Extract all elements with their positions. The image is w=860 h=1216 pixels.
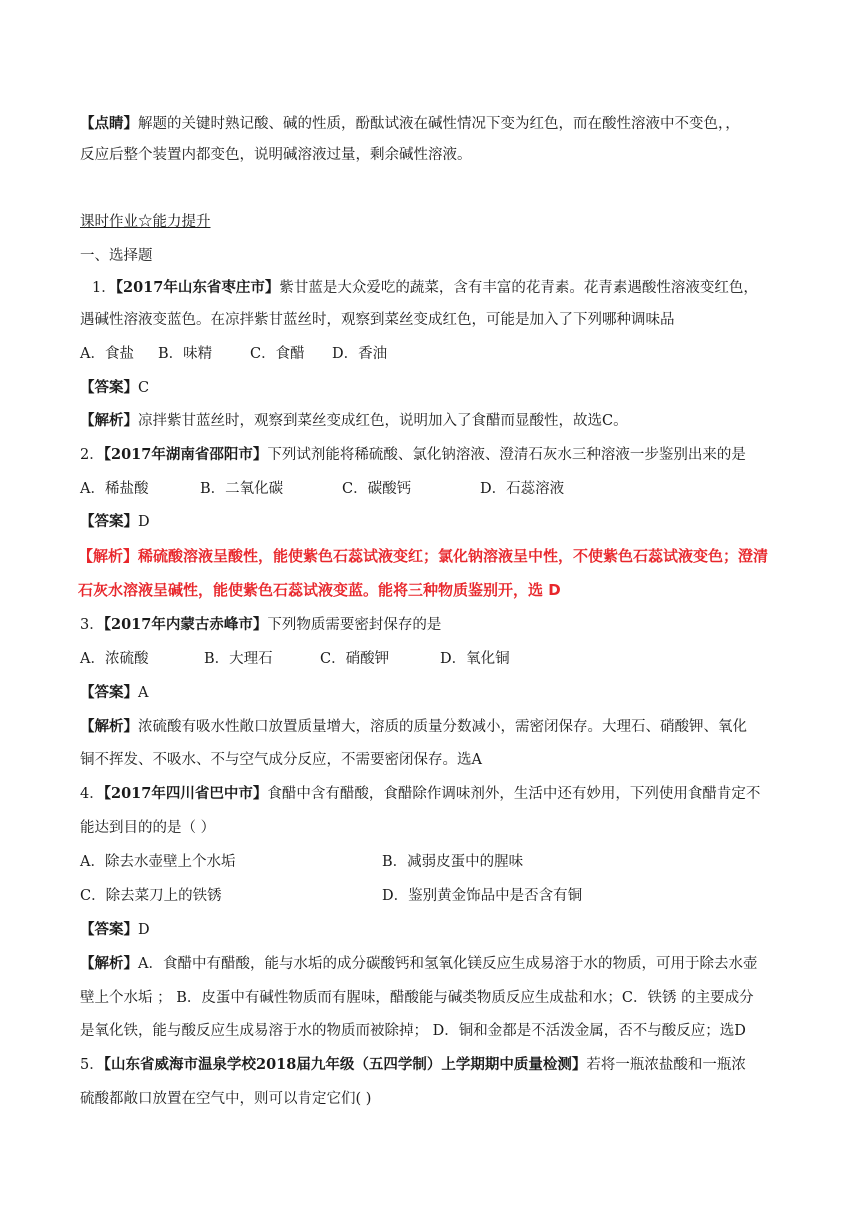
- option-d: D．香油: [332, 346, 388, 362]
- question-3-answer: [80, 683, 148, 703]
- answer-value: D: [138, 514, 150, 530]
- answer-value: D: [138, 922, 150, 938]
- question-4-answer: [80, 920, 150, 940]
- question-1-options: [80, 344, 387, 364]
- question-3-line-1: [80, 615, 441, 635]
- question-4-analysis-line-1: [80, 954, 757, 974]
- question-1-text-1: 紫甘蓝是大众爱吃的蔬菜，含有丰富的花青素。花青素遇酸性溶液变红色，: [279, 280, 758, 296]
- option-a: A．稀盐酸: [80, 481, 149, 497]
- analysis-tag: 【解析】: [80, 412, 138, 429]
- question-5-text-1: 若将一瓶浓盐酸和一瓶浓: [586, 1057, 746, 1073]
- question-4-line-1: [80, 784, 760, 804]
- option-d: D．石蕊溶液: [480, 481, 565, 497]
- question-3-source: 【2017年内蒙古赤峰市】: [103, 616, 268, 633]
- option-a: A．浓硫酸: [80, 651, 149, 667]
- question-4-text-1: 食醋中含有醋酸，食醋除作调味剂外，生活中还有妙用，下列使用食醋肯定不: [267, 786, 761, 802]
- dianjing-text-1: 解题的关键时熟记酸、碱的性质，酚酞试液在碱性情况下变为红色，而在酸性溶液中不变色，，: [138, 116, 740, 132]
- analysis-text-1: A．食醋中有醋酸，能与水垢的成分碳酸钙和氢氧化镁反应生成易溶于水的物质，可用于除去水壶: [138, 956, 758, 972]
- section-title: 课时作业☆能力提升: [80, 214, 211, 230]
- option-d: D．氧化铜: [440, 651, 510, 667]
- analysis-tag: 【解析】: [80, 718, 138, 735]
- question-1-answer: [80, 378, 149, 398]
- part-title: 一、选择题: [80, 248, 153, 264]
- question-1-source: 【2017年山东省枣庄市】: [115, 279, 280, 296]
- question-2-analysis-line-2: 石灰水溶液呈碱性，能使紫色石蕊试液变蓝。能将三种物质鉴别开，选 D: [78, 581, 561, 599]
- dianjing-line-1: [80, 114, 740, 134]
- question-1-number: 1．: [92, 280, 116, 296]
- question-3-analysis-line-1: [80, 717, 747, 737]
- answer-tag: 【答案】: [80, 921, 138, 938]
- question-4-option-b: B．减弱皮蛋中的腥味: [382, 854, 524, 870]
- option-a: A．食盐: [80, 346, 134, 362]
- question-5-source: 【山东省威海市温泉学校2018届九年级（五四学制）上学期期中质量检测】: [103, 1056, 587, 1073]
- question-2-options: [80, 479, 564, 499]
- option-c: C．食醋: [250, 346, 305, 362]
- question-4-option-a: A．除去水壶壁上个水垢: [80, 854, 236, 870]
- question-5-line-2: 硫酸都敞口放置在空气中，则可以肯定它们( ): [80, 1091, 372, 1107]
- question-4-option-c: C．除去菜刀上的铁锈: [80, 888, 222, 904]
- question-3-text-1: 下列物质需要密封保存的是: [267, 617, 442, 633]
- question-4-number: 4．: [80, 786, 104, 802]
- option-b: B．味精: [158, 346, 213, 362]
- answer-tag: 【答案】: [80, 379, 138, 396]
- question-3-analysis-line-2: 铜不挥发、不吸水、不与空气成分反应，不需要密闭保存。选A: [80, 752, 482, 768]
- question-2-source: 【2017年湖南省邵阳市】: [103, 446, 268, 463]
- question-2-line-1: [80, 445, 746, 465]
- question-2-text-1: 下列试剂能将稀硫酸、氯化钠溶液、澄清石灰水三种溶液一步鉴别出来的是: [267, 447, 746, 463]
- option-b: B．二氧化碳: [200, 481, 284, 497]
- analysis-text: 凉拌紫甘蓝丝时，观察到菜丝变成红色，说明加入了食醋而显酸性，故选C。: [138, 413, 628, 429]
- question-3-number: 3．: [80, 617, 104, 633]
- answer-tag: 【答案】: [80, 513, 138, 530]
- answer-tag: 【答案】: [80, 684, 138, 701]
- answer-value: C: [138, 380, 150, 396]
- question-1-line-2: 遇碱性溶液变蓝色。在凉拌紫甘蓝丝时，观察到菜丝变成红色，可能是加入了下列哪种调味品: [80, 312, 675, 328]
- question-2-number: 2．: [80, 447, 104, 463]
- question-5-number: 5．: [80, 1057, 104, 1073]
- question-4-analysis-line-3: 是氧化铁，能与酸反应生成易溶于水的物质而被除掉； D．铜和金都是不活泼金属，否不与酸反应；选D: [80, 1023, 746, 1039]
- analysis-text-1: 浓硫酸有吸水性敞口放置质量增大，溶质的质量分数减小，需密闭保存。大理石、硝酸钾、氧化: [138, 719, 747, 735]
- question-4-option-d: D．鉴别黄金饰品中是否含有铜: [382, 888, 583, 904]
- option-c: C．硝酸钾: [320, 651, 390, 667]
- question-3-options: [80, 649, 510, 669]
- answer-value: A: [138, 685, 149, 701]
- dianjing-tag: 【点睛】: [80, 115, 138, 132]
- question-4-analysis-line-2: 壁上个水垢 ； B．皮蛋中有碱性物质而有腥味，醋酸能与碱类物质反应生成盐和水；C．铁锈 的主要成分: [80, 990, 754, 1006]
- question-5-line-1: [80, 1055, 746, 1075]
- question-2-answer: [80, 512, 150, 532]
- option-b: B．大理石: [204, 651, 273, 667]
- question-4-line-2: 能达到目的的是（ ）: [80, 820, 216, 836]
- analysis-tag: 【解析】: [80, 955, 138, 972]
- question-2-analysis-line-1: 【解析】稀硫酸溶液呈酸性，能使紫色石蕊试液变红；氯化钠溶液呈中性，不使紫色石蕊试液变色；澄清: [78, 547, 769, 565]
- option-c: C．碳酸钙: [342, 481, 412, 497]
- question-1-line-1: [92, 278, 758, 298]
- question-4-source: 【2017年四川省巴中市】: [103, 785, 268, 802]
- dianjing-line-2: 反应后整个装置内都变色，说明碱溶液过量，剩余碱性溶液。: [80, 147, 472, 163]
- question-1-analysis: [80, 411, 628, 431]
